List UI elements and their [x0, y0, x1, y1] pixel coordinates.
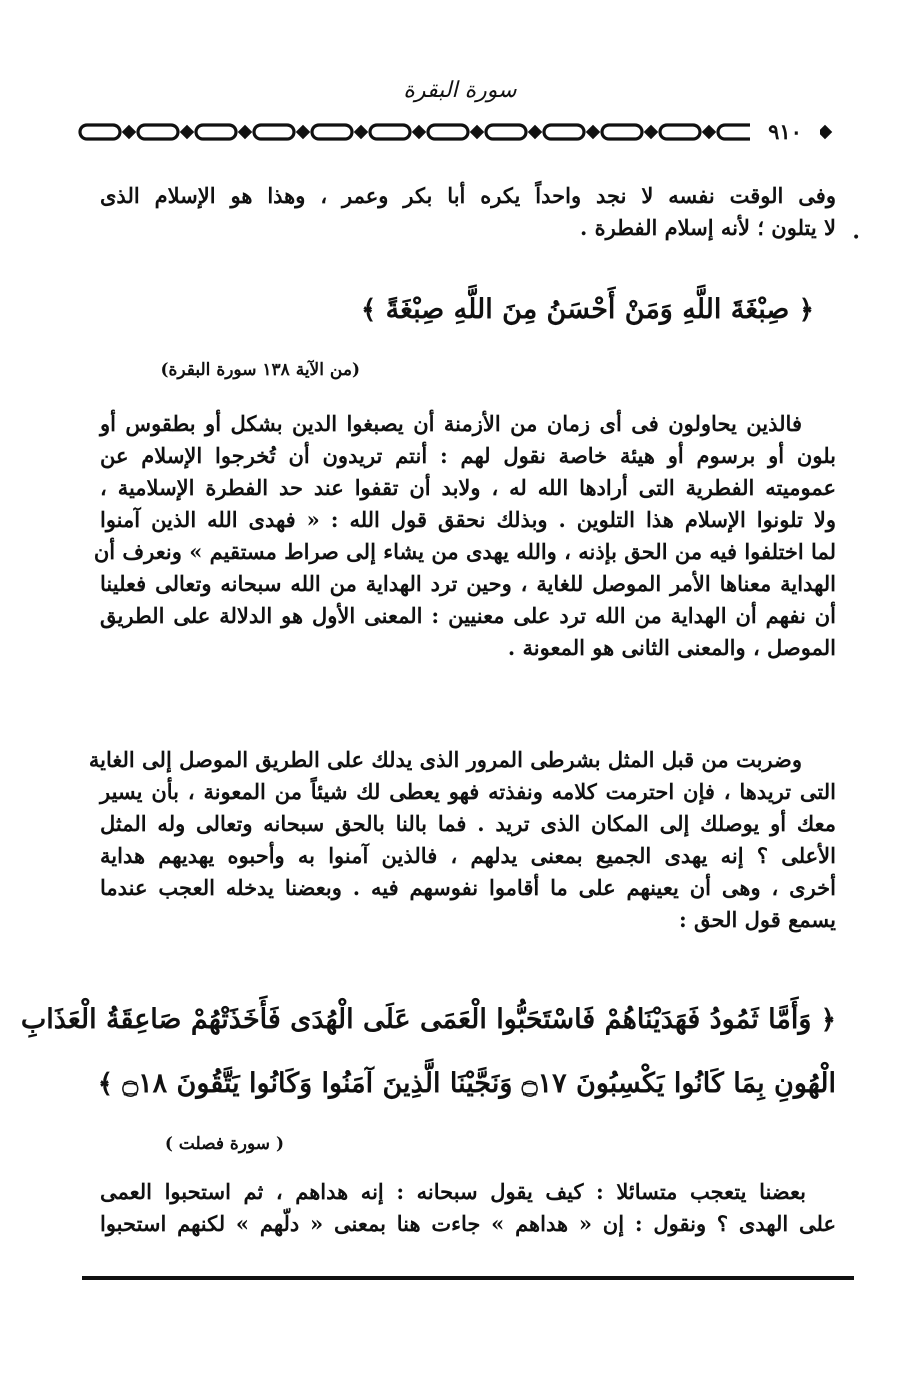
text-line: بلون أو برسوم أو هيئة خاصة نقول لهم : أنتم تريدون أن تُخرجوا الإسلام عن: [100, 443, 836, 468]
ornament-oval: [196, 125, 236, 139]
ornament-diamond: [182, 127, 192, 137]
ornament-oval: [80, 125, 120, 139]
ornament-oval: [312, 125, 352, 139]
ornament-diamond: [530, 127, 540, 137]
text-line: أن نفهم أن الهداية من الله ترد على معنيين : المعنى الأول هو الدلالة على الطريق: [100, 603, 836, 628]
ornament-diamond: [414, 127, 424, 137]
ornament-oval: [486, 125, 526, 139]
paragraph-2: [88, 744, 836, 936]
ornament-oval: [660, 125, 700, 139]
verse-text: وَأَمَّا ثَمُودُ فَهَدَيْنَاهُمْ فَاسْتَحَبُّوا الْعَمَى عَلَى الْهُدَى فَأَخَذَتْهُمْ صَاعِقَةُ الْعَذَابِ: [20, 1004, 812, 1035]
text-line: معك أو يوصلك إلى المكان الذى تريد . فما بالنا بالحق سبحانه وتعالى وله المثل: [100, 811, 836, 836]
ornament-divider: [78, 118, 848, 146]
paragraph-1: [93, 408, 836, 664]
stray-dot: •: [852, 230, 861, 246]
quran-verse-2-line-1: [20, 996, 836, 1044]
text-line: على الهدى ؟ ونقول : إن « هداهم » جاءت هنا بمعنى « دلّهم » لكنهم استحبوا: [100, 1211, 836, 1236]
ornament-diamond: [704, 127, 714, 137]
verse-close-bracket: ﴾: [360, 295, 377, 325]
text-line: لا يتلون ؛ لأنه إسلام الفطرة .: [580, 215, 836, 240]
verse-2-reference: ( سورة فصلت ): [164, 1134, 284, 1154]
ornament-oval: [254, 125, 294, 139]
ornament-diamond: [240, 127, 250, 137]
text-line: الهداية معناها الأمر الموصل للغاية ، وحين ترد الهداية من الله سبحانه وتعالى فعلينا: [100, 571, 836, 596]
text-line: فالذين يحاولون فى أى زمان من الأزمنة أن يصبغوا الدين بشكل أو بطقوس أو: [100, 411, 802, 436]
ornament-diamond: [820, 127, 830, 137]
surah-title: سورة البقرة: [403, 78, 517, 103]
text-line: أخرى ، وهى أن يعينهم على ما أقاموا نفوسهم فيه . وبعضنا يدخله العجب عندما: [100, 875, 836, 900]
ornament-diamond: [298, 127, 308, 137]
ornament-oval: [544, 125, 584, 139]
ornament-oval: [370, 125, 410, 139]
ornament-diamond: [646, 127, 656, 137]
text-line: لما اختلفوا فيه من الحق بإذنه ، والله يهدى من يشاء إلى صراط مستقيم » ونعرف أن: [93, 539, 836, 564]
text-line: الأعلى ؟ إنه يهدى الجميع بمعنى يدلهم ، فالذين آمنوا به وأحبوه يهديهم هداية: [100, 843, 836, 868]
intro-paragraph: [100, 180, 836, 244]
ornament-oval: [428, 125, 468, 139]
verse-open-bracket: ﴿: [820, 1005, 836, 1035]
footer-rule: [82, 1276, 854, 1280]
text-line: ولا تلونوا الإسلام هذا التلوين . وبذلك نحقق قول الله : « فهدى الله الذين آمنوا: [100, 507, 836, 532]
verse-open-bracket: ﴿: [798, 295, 814, 325]
verse-text: الْهُونِ بِمَا كَانُوا يَكْسِبُونَ ۝١٧ وَنَجَّيْنَا الَّذِينَ آمَنُوا وَكَانُوا يَتَّقُونَ ۝١٨: [122, 1068, 836, 1099]
text-line: الموصل ، والمعنى الثانى هو المعونة .: [507, 635, 836, 660]
text-line: يسمع قول الحق :: [678, 907, 836, 932]
text-line: التى تريدها ، فإن احترمت كلامه ونفذته فهو يعطى لك شيئاً من المعونة ، بأن يسير: [100, 779, 836, 804]
verse-1-reference: (من الآية ١٣٨ سورة البقرة): [160, 360, 360, 380]
paragraph-3: [100, 1176, 836, 1240]
ornament-diamond: [588, 127, 598, 137]
page-number: ٩١٠: [750, 118, 820, 146]
ornament-oval: [602, 125, 642, 139]
text-line: عموميته الفطرية التى أرادها الله له ، ولابد أن تقفوا عند حد الفطرة الإسلامية ،: [100, 475, 836, 500]
ornament-diamond: [472, 127, 482, 137]
quran-verse-1: [360, 288, 814, 332]
ornament-diamond: [124, 127, 134, 137]
ornament-oval: [138, 125, 178, 139]
quran-verse-2-line-2: [97, 1060, 836, 1108]
ornament-diamond: [356, 127, 366, 137]
text-line: بعضنا يتعجب متسائلا : كيف يقول سبحانه : إنه هداهم ، ثم استحبوا العمى: [100, 1179, 806, 1204]
verse-close-bracket: ﴾: [97, 1069, 113, 1099]
text-line: وضربت من قبل المثل بشرطى المرور الذى يدلك على الطريق الموصل إلى الغاية: [88, 747, 802, 772]
text-line: وفى الوقت نفسه لا نجد واحداً يكره أبا بكر وعمر ، وهذا هو الإسلام الذى: [100, 183, 836, 208]
verse-text: صِبْغَةَ اللَّهِ وَمَنْ أَحْسَنُ مِنَ اللَّهِ صِبْغَةً: [385, 294, 790, 325]
